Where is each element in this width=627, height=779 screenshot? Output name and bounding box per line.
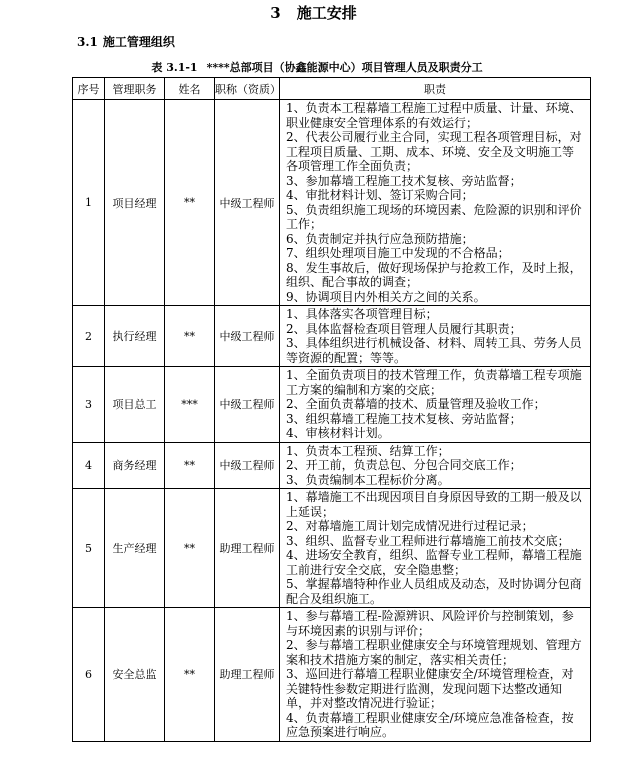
duty-item: 4、负责幕墙工程职业健康安全/环境应急准备检查，按应急预案进行响应。 — [286, 710, 574, 739]
section-heading — [77, 34, 175, 50]
duty-item: 7、组织处理项目施工中发现的不合格品； — [286, 246, 510, 260]
duty-item: 1、幕墙施工不出现因项目自身原因导致的工期一般及以上延误； — [286, 490, 582, 519]
duty-item: 6、负责制定并执行应急预防措施； — [286, 231, 474, 246]
chapter-number: 3 — [270, 4, 281, 22]
header-title-qualification: 职称（资质） — [215, 78, 280, 100]
duty-item: 4、审核材料计划。 — [286, 426, 390, 440]
row-number-cell: 1 — [73, 100, 105, 306]
duty-item: 8、发生事故后，做好现场保护与抢救工作，及时上报，组织、配合事故的调查； — [286, 260, 582, 289]
duty-item: 3、组织、监督专业工程师进行幕墙施工前技术交底； — [286, 533, 570, 548]
position-cell: 安全总监 — [105, 608, 165, 742]
table-body — [73, 100, 591, 742]
duties-cell — [280, 367, 591, 443]
person-name-cell: ** — [165, 442, 215, 489]
duty-item: 3、参加幕墙工程施工技术复核、旁站监督； — [286, 173, 522, 188]
chapter-title: 施工安排 — [296, 4, 357, 22]
header-position: 管理职务 — [105, 78, 165, 100]
duty-item: 4、审批材料计划、签订采购合同； — [286, 188, 474, 202]
person-name-cell: ** — [165, 489, 215, 608]
position-cell: 执行经理 — [105, 306, 165, 367]
table-row — [73, 100, 591, 306]
professional-title-cell: 中级工程师 — [215, 306, 280, 367]
table-row — [73, 442, 591, 489]
duties-cell — [280, 306, 591, 367]
duties-cell — [280, 442, 591, 489]
duty-item: 1、负责本工程预、结算工作； — [286, 443, 450, 458]
professional-title-cell: 中级工程师 — [215, 367, 280, 443]
header-name: 姓名 — [165, 78, 215, 100]
duties-cell — [280, 100, 591, 306]
person-name-cell: ** — [165, 608, 215, 742]
position-cell: 项目总工 — [105, 367, 165, 443]
duty-item: 9、协调项目内外相关方之间的关系。 — [286, 289, 486, 304]
duty-item: 3、组织幕墙工程施工技术复核、旁站监督； — [286, 411, 522, 426]
duty-item: 2、全面负责幕墙的技术、质量管理及验收工作； — [286, 397, 546, 411]
table-caption-title: ****总部项目（协鑫能源中心）项目管理人员及职责分工 — [206, 61, 483, 74]
duty-item: 3、负责编制本工程标价分离。 — [286, 472, 450, 487]
duty-item: 2、代表公司履行业主合同，实现工程各项管理目标，对工程项目质量、工期、成本、环境、安全及文明施工等各项管理工作全面负责； — [286, 130, 582, 173]
duty-item: 2、具体监督检查项目管理人员履行其职责； — [286, 321, 522, 336]
table-row — [73, 608, 591, 742]
duty-item: 2、开工前，负责总包、分包合同交底工作； — [286, 458, 522, 472]
row-number-cell: 3 — [73, 367, 105, 443]
duty-item: 5、负责组织施工现场的环境因素、危险源的识别和评价工作； — [286, 202, 582, 231]
position-cell: 项目经理 — [105, 100, 165, 306]
table-caption — [0, 61, 627, 75]
professional-title-cell: 助理工程师 — [215, 608, 280, 742]
professional-title-cell: 助理工程师 — [215, 489, 280, 608]
person-name-cell: ** — [165, 100, 215, 306]
duty-item: 3、具体组织进行机械设备、材料、周转工具、劳务人员等资源的配置；等等。 — [286, 336, 582, 365]
position-cell: 生产经理 — [105, 489, 165, 608]
table-row — [73, 489, 591, 608]
table-header-row — [73, 78, 591, 100]
person-name-cell: *** — [165, 367, 215, 443]
duty-item: 4、进场安全教育，组织、监督专业工程师，幕墙工程施工前进行安全交底，安全隐患整； — [286, 548, 582, 577]
header-duties: 职责 — [280, 78, 591, 100]
duty-item: 1、参与幕墙工程-险源辨识、风险评价与控制策划，参与环境因素的识别与评价； — [286, 609, 574, 638]
professional-title-cell: 中级工程师 — [215, 100, 280, 306]
row-number-cell: 6 — [73, 608, 105, 742]
table-head — [73, 78, 591, 100]
duty-item: 1、全面负责项目的技术管理工作，负责幕墙工程专项施工方案的编制和方案的交底； — [286, 368, 582, 397]
staff-duties-table — [72, 77, 591, 742]
professional-title-cell: 中级工程师 — [215, 442, 280, 489]
row-number-cell: 4 — [73, 442, 105, 489]
table-caption-label: 表 3.1-1 — [151, 61, 198, 74]
chapter-heading — [0, 3, 627, 23]
header-serial-number: 序号 — [73, 78, 105, 100]
table-row — [73, 306, 591, 367]
duty-item: 2、参与幕墙工程职业健康安全与环境管理规划、管理方案和技术措施方案的制定，落实相关责任； — [286, 638, 582, 667]
position-cell: 商务经理 — [105, 442, 165, 489]
duty-item: 1、具体落实各项管理目标； — [286, 307, 438, 321]
duties-cell — [280, 608, 591, 742]
table-row — [73, 367, 591, 443]
duty-item: 3、巡回进行幕墙工程职业健康安全/环境管理检查，对关键特性参数定期进行监测，发现问题下达整改通知单，并对整改情况进行验证； — [286, 667, 574, 710]
section-number: 3.1 — [77, 35, 98, 49]
section-title: 施工管理组织 — [102, 35, 175, 49]
duty-item: 1、负责本工程幕墙工程施工过程中质量、计量、环境、职业健康安全管理体系的有效运行； — [286, 101, 582, 130]
duties-cell — [280, 489, 591, 608]
person-name-cell: ** — [165, 306, 215, 367]
row-number-cell: 2 — [73, 306, 105, 367]
row-number-cell: 5 — [73, 489, 105, 608]
duty-item: 2、对幕墙施工周计划完成情况进行过程记录； — [286, 519, 534, 533]
duty-item: 5、掌握幕墙特种作业人员组成及动态，及时协调分包商配合及组织施工。 — [286, 577, 582, 606]
